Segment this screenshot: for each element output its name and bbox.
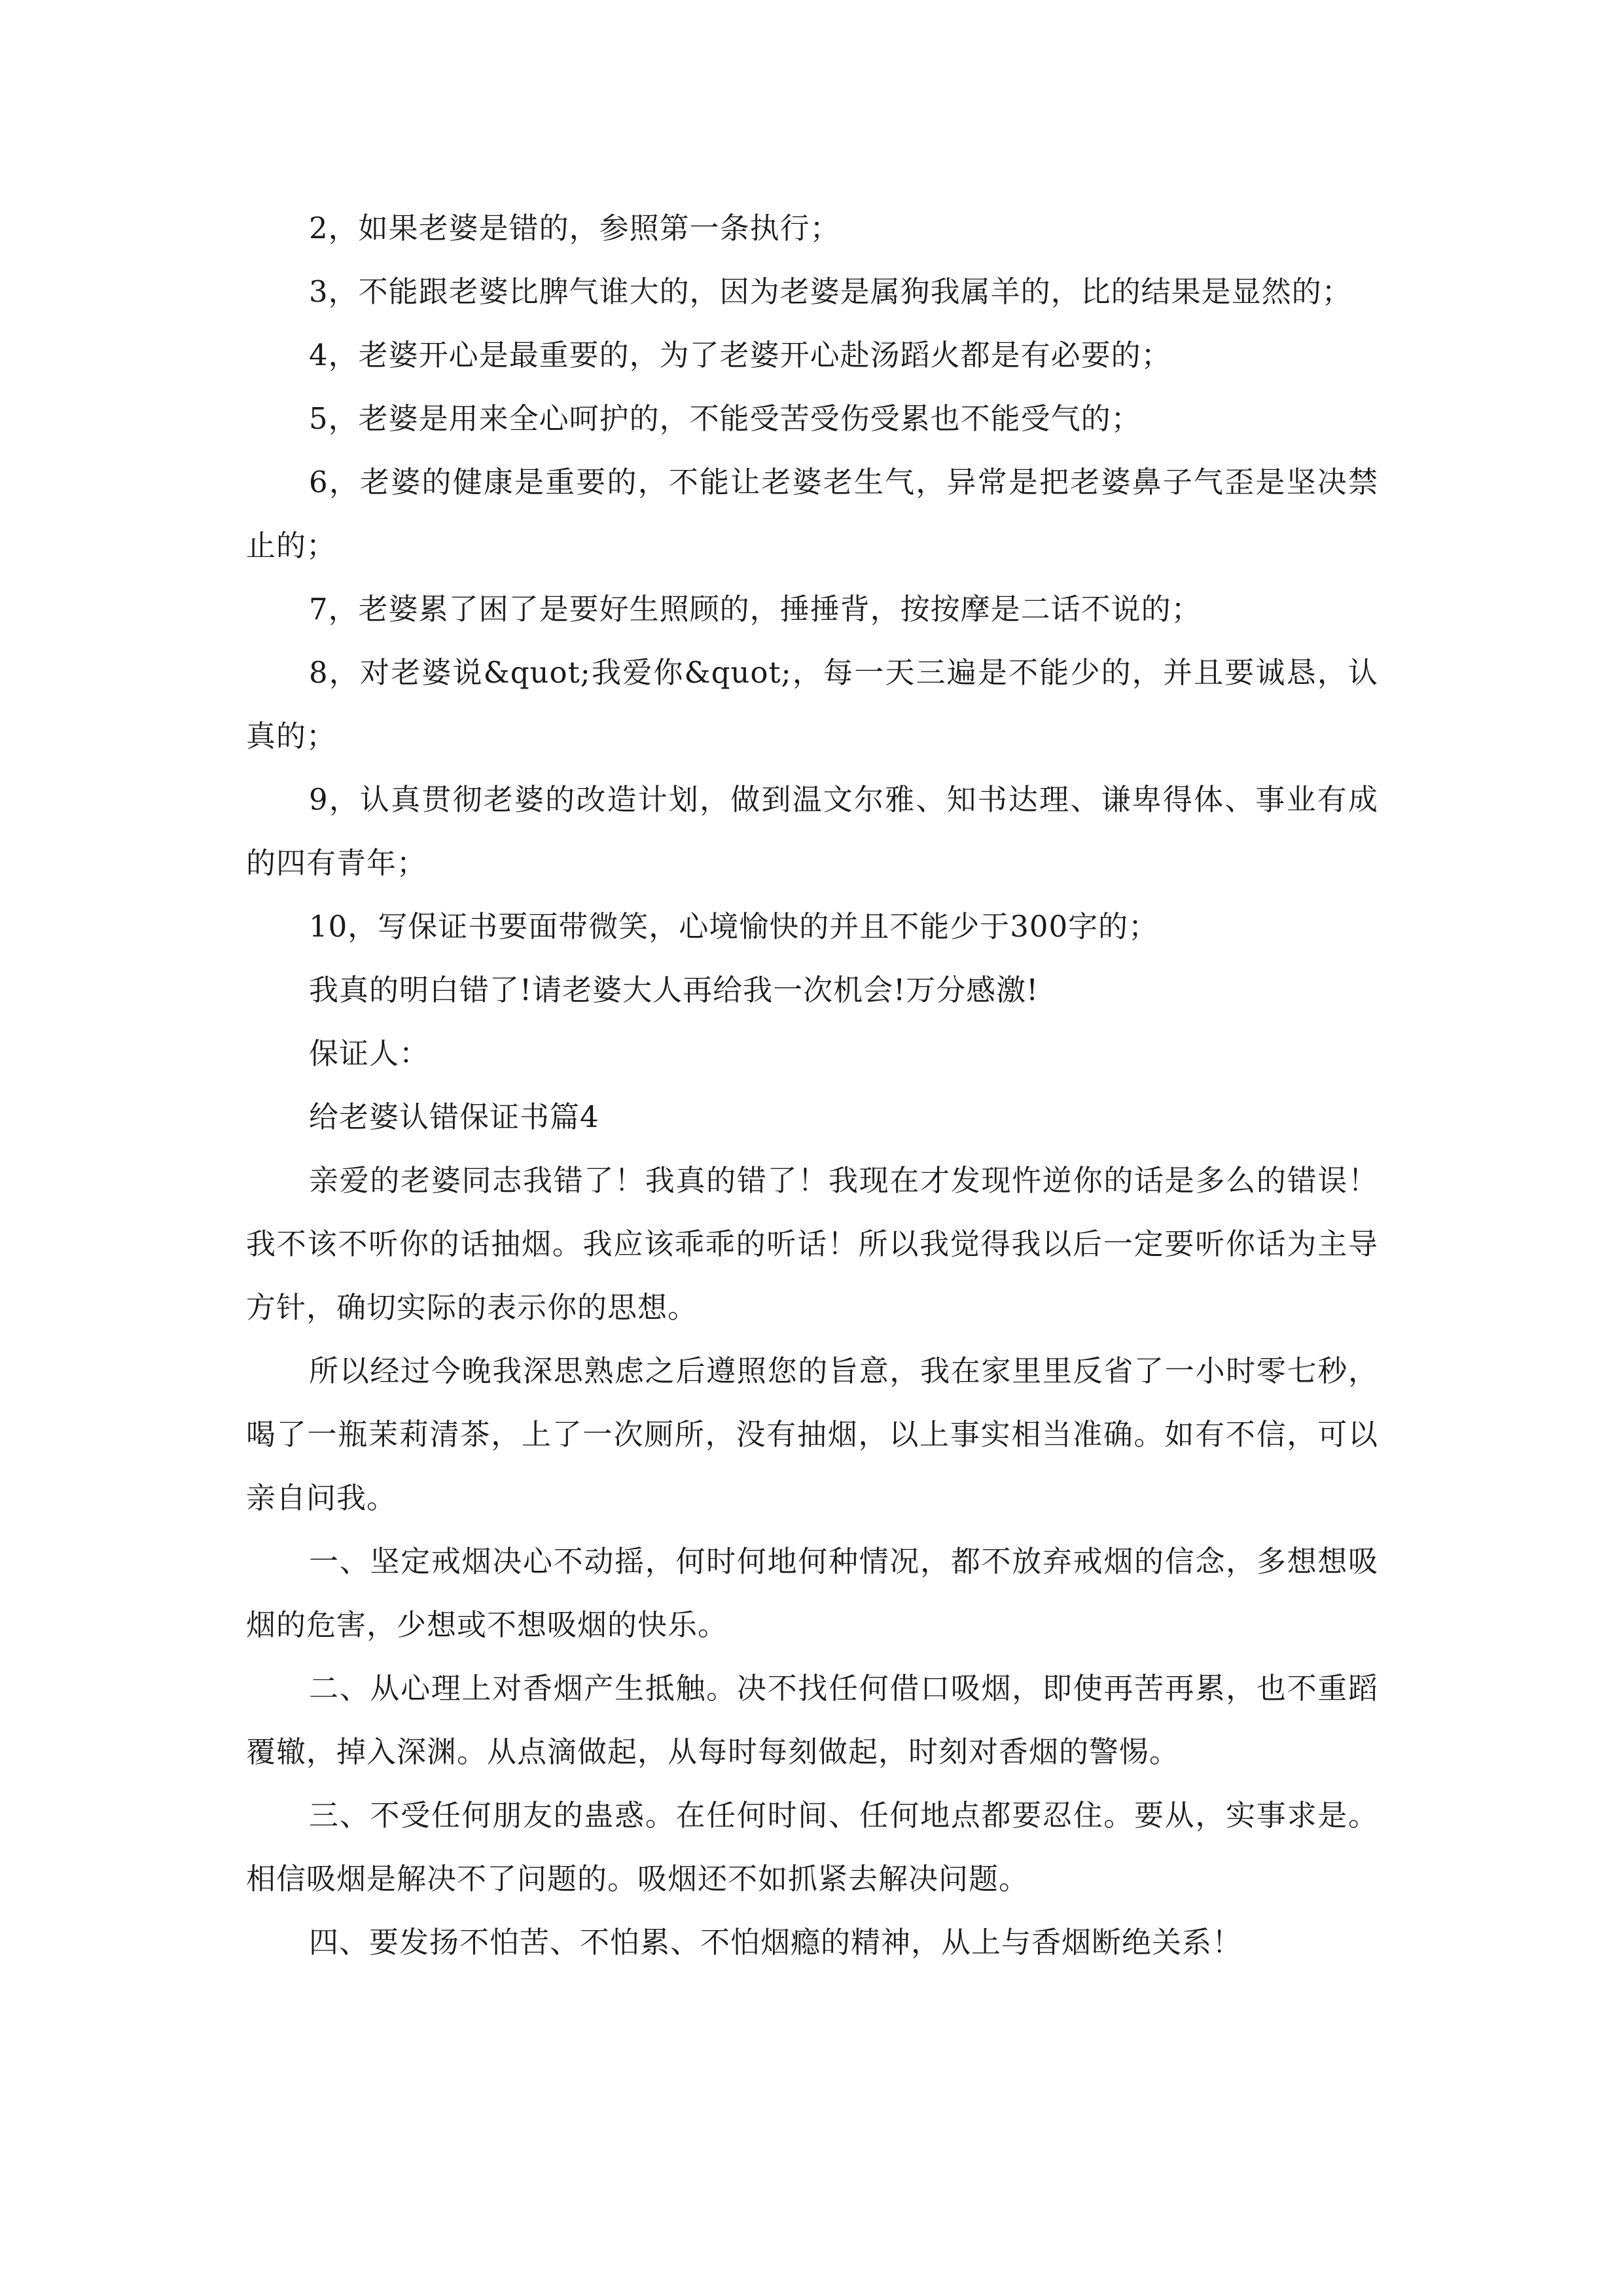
paragraph-rule-7: 7，老婆累了困了是要好生照顾的，捶捶背，按按摩是二话不说的； (309, 592, 1202, 626)
paragraph-rule-8: 8，对老婆说&quot;我爱你&quot;，每一天三遍是不能少的，并且要诚恳，认真的； (246, 655, 1378, 753)
paragraph-reflection: 所以经过今晚我深思熟虑之后遵照您的旨意，我在家里里反省了一小时零七秒，喝了一瓶茉莉清茶，上了一次厕所，没有抽烟，以上事实相当准确。如有不信，可以亲自问我。 (246, 1354, 1378, 1515)
paragraph-intro: 亲爱的老婆同志我错了！我真的错了！我现在才发现忤逆你的话是多么的错误！我不该不听你的话抽烟。我应该乖乖的听话！所以我觉得我以后一定要听你话为主导方针，确切实际的表示你的思想。 (246, 1163, 1378, 1325)
paragraph-rule-9: 9，认真贯彻老婆的改造计划，做到温文尔雅、知书达理、谦卑得体、事业有成的四有青年； (246, 782, 1378, 880)
paragraph-point-2: 二、从心理上对香烟产生抵触。决不找任何借口吸烟，即使再苦再累，也不重蹈覆辙，掉入深渊。从点滴做起，从每时每刻做起，时刻对香烟的警惕。 (246, 1671, 1378, 1769)
section-heading: 给老婆认错保证书篇4 (309, 1100, 599, 1134)
paragraph-rule-10: 10，写保证书要面带微笑，心境愉快的并且不能少于300字的； (309, 909, 1159, 944)
paragraph-rule-6: 6，老婆的健康是重要的，不能让老婆老生气，异常是把老婆鼻子气歪是坚决禁止的； (246, 465, 1378, 563)
paragraph-rule-3: 3，不能跟老婆比脾气谁大的，因为老婆是属狗我属羊的，比的结果是显然的； (309, 274, 1352, 309)
document-body (246, 196, 1378, 1974)
paragraph-point-4: 四、要发扬不怕苦、不怕累、不怕烟瘾的精神，从上与香烟断绝关系！ (309, 1925, 1243, 1960)
paragraph-apology: 我真的明白错了!请老婆大人再给我一次机会!万分感激! (309, 973, 1039, 1007)
paragraph-guarantor: 保证人： (309, 1036, 430, 1071)
paragraph-rule-5: 5，老婆是用来全心呵护的，不能受苦受伤受累也不能受气的； (309, 401, 1141, 436)
paragraph-point-1: 一、坚定戒烟决心不动摇，何时何地何种情况，都不放弃戒烟的信念，多想想吸烟的危害，少想或不想吸烟的快乐。 (246, 1544, 1378, 1642)
paragraph-rule-4: 4，老婆开心是最重要的，为了老婆开心赴汤蹈火都是有必要的； (309, 338, 1171, 372)
paragraph-point-3: 三、不受任何朋友的蛊惑。在任何时间、任何地点都要忍住。要从，实事求是。相信吸烟是解决不了问题的。吸烟还不如抓紧去解决问题。 (246, 1798, 1378, 1896)
paragraph-rule-2: 2，如果老婆是错的，参照第一条执行； (309, 211, 840, 245)
